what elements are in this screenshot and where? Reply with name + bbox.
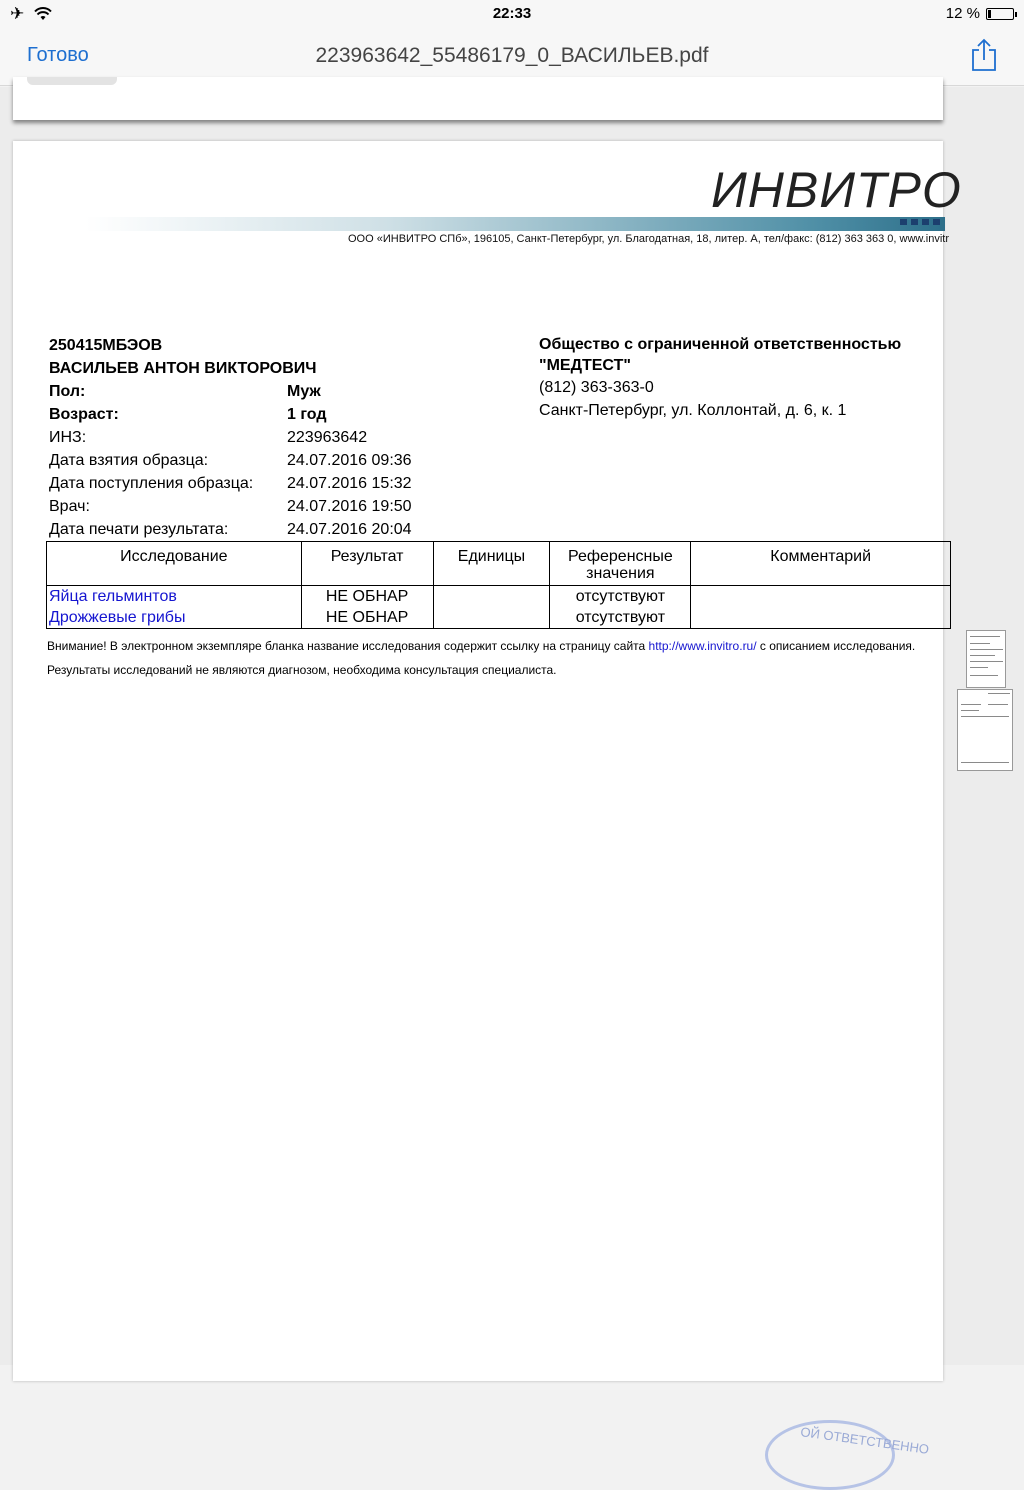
header-comment: Комментарий	[691, 542, 951, 586]
invitro-logo: ИНВИТРО	[711, 162, 962, 218]
brand-address: ООО «ИНВИТРО СПб», 196105, Санкт-Петербург, ул. Благодатная, 18, литер. А, тел/факс: (812) 363 363 0, www.invitr	[348, 233, 950, 245]
status-time: 22:33	[492, 5, 532, 22]
patient-field-label: Дата поступления образца:	[49, 475, 254, 492]
patient-field-value: 24.07.2016 15:32	[287, 475, 412, 492]
patient-field-row	[49, 518, 412, 541]
invitro-link[interactable]: http://www.invitro.ru/	[648, 639, 757, 653]
table-header-row	[47, 542, 951, 586]
patient-field-row	[49, 449, 412, 472]
patient-field-label: ИНЗ:	[49, 429, 87, 446]
patient-field-label: Дата взятия образца:	[49, 452, 209, 469]
header-result: Результат	[301, 542, 433, 586]
share-icon	[970, 38, 998, 72]
patient-field-label: Врач:	[49, 498, 90, 515]
page-thumbnail-2[interactable]	[957, 689, 1013, 771]
patient-field-label: Дата печати результата:	[49, 521, 229, 538]
share-button[interactable]	[970, 38, 998, 72]
patient-field-value: Муж	[287, 383, 321, 400]
document-title: 223963642_55486179_0_ВАСИЛЬЕВ.pdf	[315, 44, 709, 67]
page-thumbnail-1[interactable]	[966, 630, 1006, 688]
test-result: НЕ ОБНАР	[301, 607, 433, 629]
patient-field-value: 24.07.2016 09:36	[287, 452, 412, 469]
patient-field-value: 223963642	[287, 429, 368, 446]
patient-field-label: Пол:	[49, 383, 86, 400]
patient-field-row	[49, 403, 327, 426]
patient-field-value: 24.07.2016 19:50	[287, 498, 412, 515]
header-reference: Референсные значения	[550, 542, 691, 586]
pdf-page[interactable]	[13, 141, 962, 1381]
test-units	[433, 586, 550, 608]
lab-name-line2: "МЕДТЕСТ"	[539, 357, 631, 374]
status-bar	[0, 0, 1024, 28]
patient-field-value: 1 год	[287, 406, 327, 423]
table-row	[47, 586, 951, 608]
test-comment	[691, 586, 951, 608]
test-comment	[691, 607, 951, 629]
brand-stripe	[85, 217, 945, 231]
patient-fields	[49, 380, 412, 541]
test-reference: отсутствуют	[550, 586, 691, 608]
previous-page-fragment	[27, 77, 117, 85]
patient-info	[49, 334, 412, 541]
battery-icon	[986, 8, 1014, 20]
stamp-text: ОЙ ОТВЕТСТВЕННО	[799, 1424, 930, 1457]
patient-field-row	[49, 426, 368, 449]
pdf-viewer[interactable]	[0, 87, 1024, 1457]
header-test: Исследование	[47, 542, 302, 586]
patient-field-row	[49, 495, 412, 518]
test-result: НЕ ОБНАР	[301, 586, 433, 608]
header-units: Единицы	[433, 542, 550, 586]
table-row	[47, 607, 951, 629]
lab-name-line1: Общество с ограниченной ответственностью	[539, 336, 902, 353]
lab-phone: (812) 363-363-0	[539, 379, 654, 396]
battery-fill	[988, 10, 991, 18]
results-table	[46, 541, 951, 629]
patient-name: ВАСИЛЬЕВ АНТОН ВИКТОРОВИЧ	[49, 360, 317, 377]
test-name-link[interactable]: Яйца гельминтов	[47, 586, 302, 608]
test-name-link[interactable]: Дрожжевые грибы	[47, 607, 302, 629]
lab-info	[539, 334, 901, 422]
lab-address: Санкт-Петербург, ул. Коллонтай, д. 6, к. 1	[539, 402, 847, 419]
notes	[47, 639, 937, 687]
patient-field-row	[49, 472, 412, 495]
test-reference: отсутствуют	[550, 607, 691, 629]
warning-note: Внимание! В электронном экземпляре бланка название исследования содержит ссылку на страницу сайта http://www.invitro.ru/ с описанием исследования.	[47, 639, 916, 653]
patient-field-row	[49, 380, 321, 403]
done-button[interactable]: Готово	[27, 44, 89, 66]
patient-field-value: 24.07.2016 20:04	[287, 521, 412, 538]
patient-code: 250415МБЭОВ	[49, 337, 163, 354]
airplane-icon: ✈	[10, 4, 25, 24]
disclaimer-note: Результаты исследований не являются диагнозом, необходима консультация специалиста.	[47, 663, 557, 677]
test-units	[433, 607, 550, 629]
patient-field-label: Возраст:	[49, 406, 119, 423]
logo-dots	[900, 219, 940, 225]
status-right	[946, 5, 1014, 22]
previous-page[interactable]	[13, 77, 943, 120]
battery-percent: 12 %	[945, 5, 980, 22]
